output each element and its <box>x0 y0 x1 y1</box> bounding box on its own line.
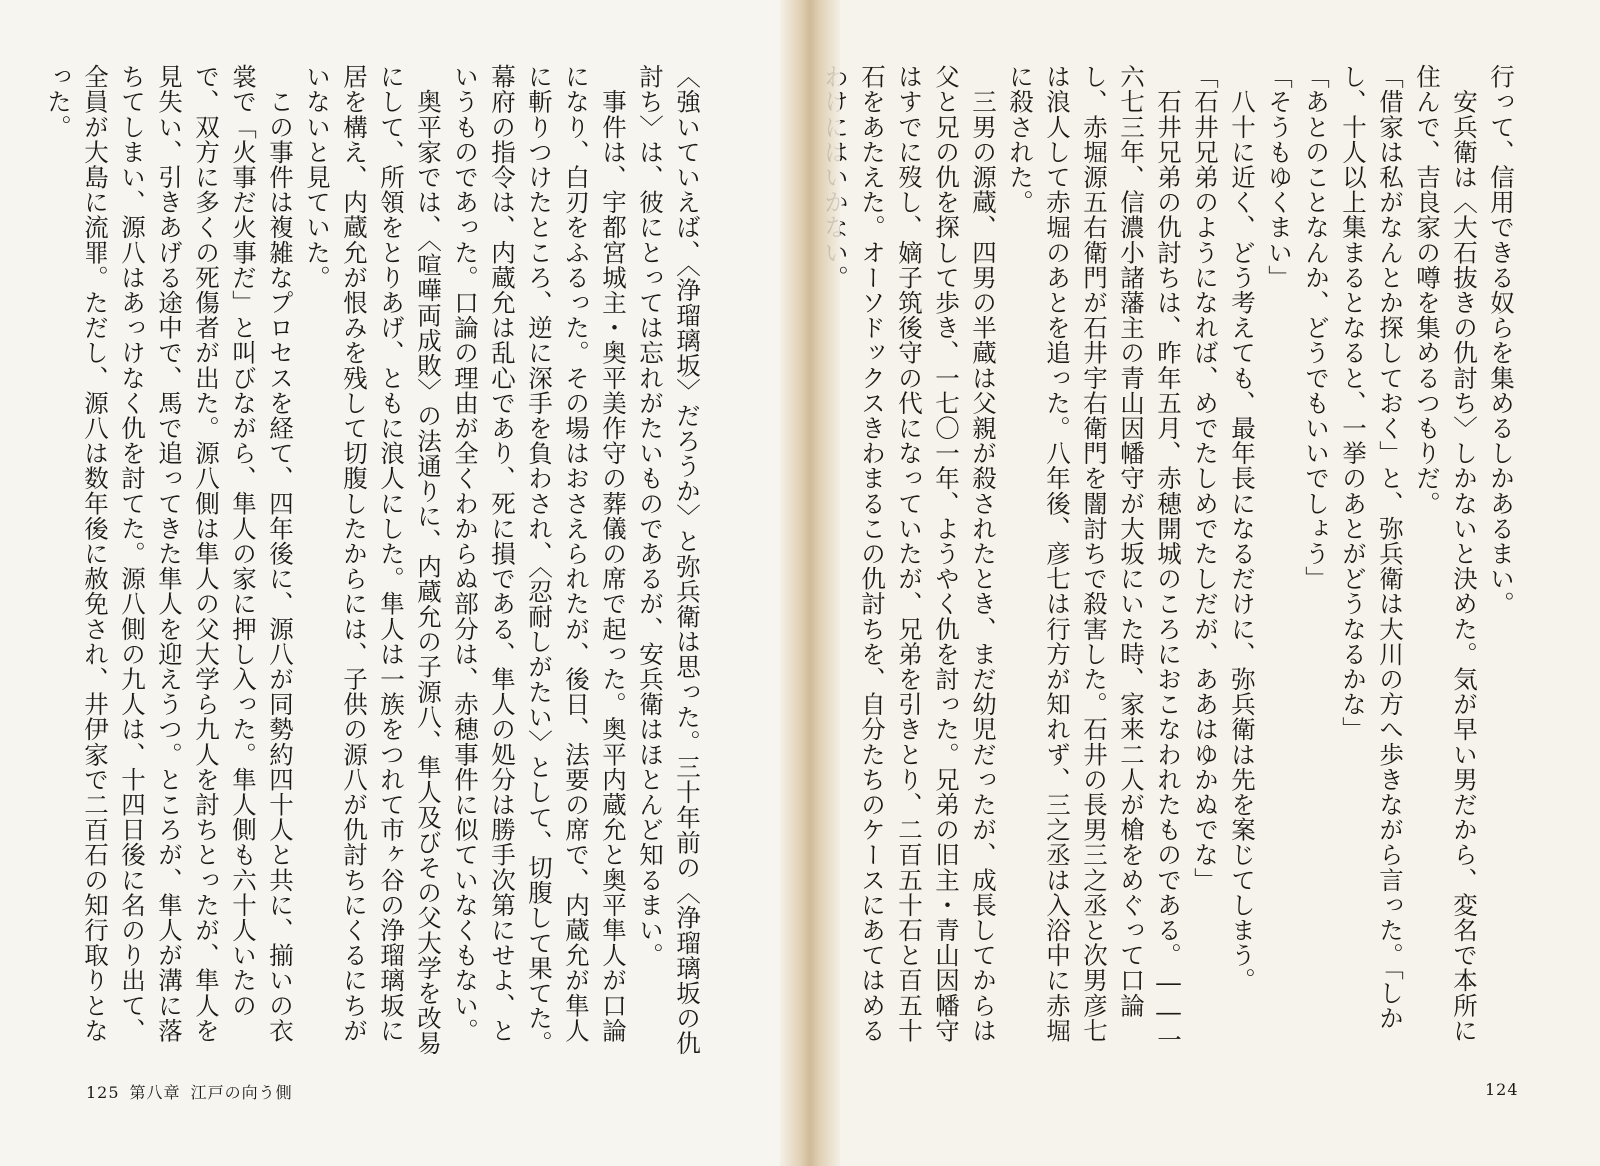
paragraph: 「借家は私がなんとか探しておく」と、弥兵衛は大川の方へ歩きながら言った。「しかし、十人以上集まるとなると、一挙のあとがどうなるかな」 <box>1339 64 1405 1031</box>
book-gutter <box>780 0 840 1166</box>
chapter-title: 江戸の向う側 <box>190 1083 293 1102</box>
paragraph: 安兵衛は〈大石抜きの仇討ち〉しかないと決めた。気が早い男だから、変名で本所に住んで、吉良家の噂を集めるつもりだ。 <box>1413 64 1479 1043</box>
paragraph: 「そうもゆくまい」 <box>1265 64 1294 290</box>
paragraph: 行って、信用できる奴らを集めるしかあるまい。 <box>1487 64 1516 617</box>
right-page-footer <box>1485 1080 1519 1099</box>
left-page-text <box>44 64 706 1064</box>
paragraph: 奥平家では、〈喧嘩両成敗〉の法通りに、内蔵允の子源八、隼人及びその父大学を改易にして、所領をとりあげ、ともに浪人にした。隼人は一族をつれて市ヶ谷の浄瑠璃坂に居を構え、内蔵允が恨みを残して切腹したからには、子供の源八が仇討ちにくるにちがいないと見ていた。 <box>303 64 443 1056</box>
right-page-text <box>858 64 1520 1064</box>
page-number: 125 <box>86 1083 120 1102</box>
paragraph: 〈強いていえば、〈浄瑠璃坂〉だろうか〉と弥兵衛は思った。三十年前の〈浄瑠璃坂の仇討ち〉は、彼にとっては忘れがたいものであるが、安兵衛はほとんど知るまい。 <box>636 64 702 1056</box>
left-page-footer <box>86 1080 293 1103</box>
paragraph: 事件は、宇都宮城主・奥平美作守の葬儀の席で起った。奥平内蔵允と奥平隼人が口論になり、白刃をふるった。その場はおさえられたが、後日、法要の席で、内蔵允が隼人に斬りつけたところ、逆に深手を負わされ、〈忍耐しがたい〉として、切腹して果てた。幕府の指令は、内蔵允は乱心であり、死に損である、隼人の処分は勝手次第にせよ、というものであった。口論の理由が全くわからぬ部分は、赤穂事件に似ていなくもない。 <box>451 64 628 1056</box>
paragraph: 三男の源蔵、四男の半蔵は父親が殺されたとき、まだ幼児だったが、成長してからは父と兄の仇を探して歩き、一七〇一年、ようやく仇を討った。兄弟の旧主・青山因幡守はすでに歿し、嫡子筑後守の代になっていたが、兄弟を引きとり、二百五十石と百五十石をあたえた。オーソドックスきわまるこの仇討ちを、自分たちのケースにあてはめる <box>858 64 998 1043</box>
page-number: 124 <box>1485 1080 1519 1099</box>
paragraph: 「石井兄弟のようになれば、めでたしめでたしだが、ああはゆかぬでな」 <box>1191 64 1220 893</box>
paragraph: 「あとのことなんか、どうでもいいでしょう」 <box>1302 64 1331 592</box>
paragraph: 八十に近く、どう考えても、最年長になるだけに、弥兵衛は先を案じてしまう。 <box>1228 64 1257 993</box>
right-page <box>800 0 1600 1166</box>
paragraph: この事件は複雑なプロセスを経て、四年後に、源八が同勢約四十人と共に、揃いの衣裳で「火事だ火事だ」と叫びながら、隼人の家に押し入った。隼人側も六十人いたので、双方に多くの死傷者が出た。源八側は隼人の父大学ら九人を討ちとったが、隼人を見失い、引きあげる途中で、馬で追ってきた隼人を迎えうつ。ところが、隼人が溝に落ちてしまい、源八はあっけなく仇を討てた。源八側の九人は、十四日後に名のり出て、全員が大島に流罪。ただし、源八は数年後に赦免され、井伊家で二百石の知行取りとなった。 <box>44 64 295 1043</box>
chapter-label: 第八章 <box>129 1083 181 1102</box>
paragraph: 石井兄弟の仇討ちは、昨年五月、赤穂開城のころにおこなわれたものである。――一六七三年、信濃小諸藩主の青山因幡守が大坂にいた時、家来二人が槍をめぐって口論し、赤堀源五右衛門が石井宇右衛門を闇討ちで殺害した。石井の長男三之丞と次男彦七は浪人して赤堀のあとを追った。八年後、彦七は行方が知れず、三之丞は入浴中に赤堀に殺された。 <box>1006 64 1183 1052</box>
